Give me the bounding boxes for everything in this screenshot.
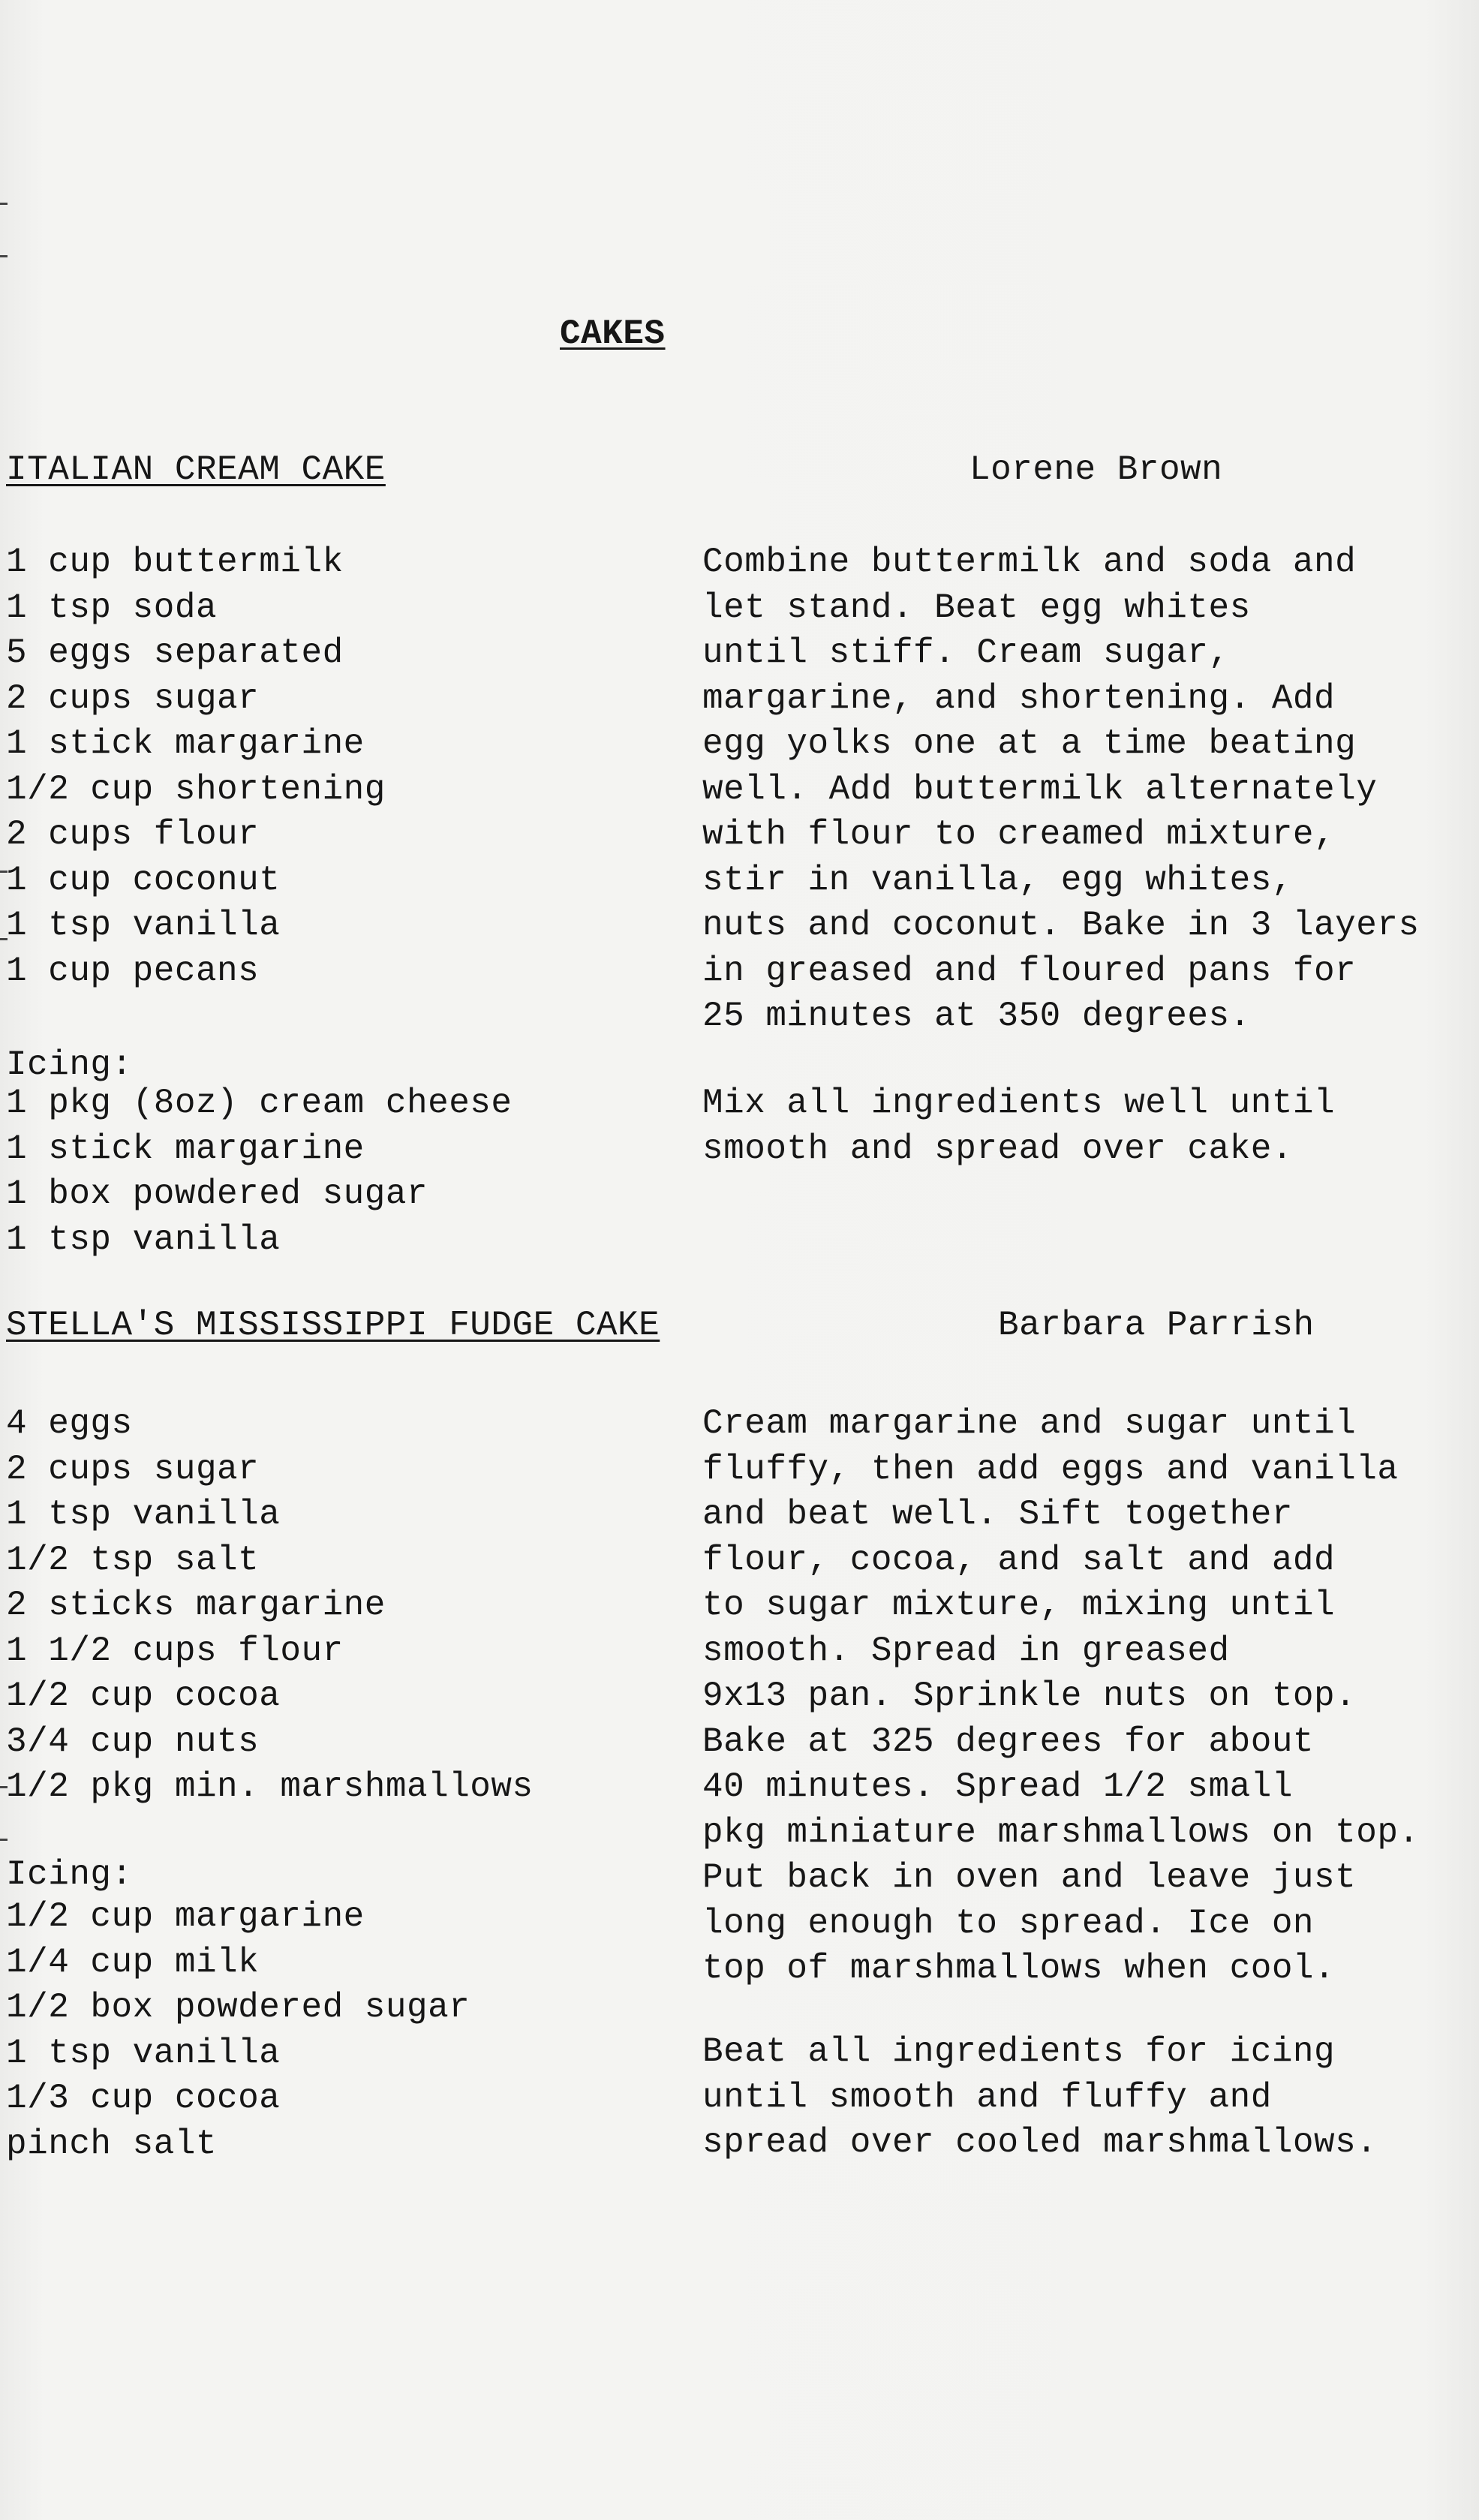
recipe-title: ITALIAN CREAM CAKE <box>6 450 386 489</box>
icing-ingredient-item: pinch salt <box>6 2124 218 2164</box>
ingredient-item: 1 cup pecans <box>6 951 260 991</box>
instruction-line: smooth. Spread in greased <box>702 1631 1230 1670</box>
instruction-line: to sugar mixture, mixing until <box>702 1586 1336 1625</box>
icing-ingredient-item: 1/3 cup cocoa <box>6 2079 281 2118</box>
ingredient-list <box>6 1401 534 1810</box>
instruction-line: 9x13 pan. Sprinkle nuts on top. <box>702 1676 1357 1716</box>
icing-ingredient-item: 1/2 box powdered sugar <box>6 1988 470 2027</box>
ingredient-item: 1 stick margarine <box>6 724 365 763</box>
ingredient-item: 2 cups sugar <box>6 1449 260 1489</box>
ingredient-item: 1/2 cup cocoa <box>6 1676 281 1716</box>
ingredient-item: 1/2 tsp salt <box>6 1540 260 1580</box>
ingredient-item: 1 tsp vanilla <box>6 1495 281 1534</box>
binding-mark <box>0 203 8 205</box>
icing-ingredient-item: 1/2 cup margarine <box>6 1897 365 1936</box>
ingredient-item: 1 cup buttermilk <box>6 543 344 582</box>
instruction-line: top of marshmallows when cool. <box>702 1949 1336 1988</box>
ingredient-item: 4 eggs <box>6 1404 133 1443</box>
binding-mark <box>0 255 8 257</box>
ingredient-item: 2 cups flour <box>6 815 260 854</box>
recipe-author: Barbara Parrish <box>998 1306 1315 1345</box>
instruction-line: Put back in oven and leave just <box>702 1858 1357 1897</box>
instruction-line: 25 minutes at 350 degrees. <box>702 997 1251 1036</box>
icing-ingredient-list <box>6 1894 470 2167</box>
instruction-line: pkg miniature marshmallows on top. <box>702 1812 1420 1852</box>
instruction-line: Cream margarine and sugar until <box>702 1404 1357 1443</box>
instruction-line: stir in vanilla, egg whites, <box>702 860 1293 900</box>
ingredient-item: 1/2 cup shortening <box>6 769 386 809</box>
instruction-line: fluffy, then add eggs and vanilla <box>702 1449 1399 1489</box>
icing-instruction-line: until smooth and fluffy and <box>702 2077 1272 2117</box>
icing-ingredient-item: 1 tsp vanilla <box>6 2033 281 2073</box>
icing-instruction-line: Mix all ingredients well until <box>702 1084 1336 1123</box>
instruction-line: Combine buttermilk and soda and <box>702 543 1357 582</box>
instruction-line: margarine, and shortening. Add <box>702 678 1336 718</box>
icing-instruction-paragraph <box>702 1081 1335 1171</box>
icing-instruction-line: smooth and spread over cake. <box>702 1129 1293 1168</box>
icing-ingredient-list <box>6 1081 513 1262</box>
ingredient-item: 2 cups sugar <box>6 678 260 718</box>
instruction-line: until stiff. Cream sugar, <box>702 633 1230 672</box>
ingredient-item: 1/2 pkg min. marshmallows <box>6 1767 534 1806</box>
instruction-line: egg yolks one at a time beating <box>702 724 1357 763</box>
ingredient-list <box>6 540 386 994</box>
instruction-line: 40 minutes. Spread 1/2 small <box>702 1767 1293 1806</box>
ingredient-item: 5 eggs separated <box>6 633 344 672</box>
instruction-line: flour, cocoa, and salt and add <box>702 1540 1336 1580</box>
instruction-line: well. Add buttermilk alternately <box>702 769 1378 809</box>
icing-ingredient-item: 1 box powdered sugar <box>6 1174 428 1213</box>
instruction-paragraph <box>702 1401 1420 1992</box>
recipe-title: STELLA'S MISSISSIPPI FUDGE CAKE <box>6 1306 660 1345</box>
instruction-line: let stand. Beat egg whites <box>702 588 1251 627</box>
icing-label: Icing: <box>6 1045 133 1084</box>
instruction-line: in greased and floured pans for <box>702 951 1357 991</box>
icing-instruction-line: spread over cooled marshmallows. <box>702 2123 1378 2162</box>
ingredient-item: 3/4 cup nuts <box>6 1722 260 1761</box>
icing-ingredient-item: 1 pkg (8oz) cream cheese <box>6 1084 513 1123</box>
ingredient-item: 2 sticks margarine <box>6 1586 386 1625</box>
icing-instruction-line: Beat all ingredients for icing <box>702 2032 1336 2071</box>
icing-ingredient-item: 1/4 cup milk <box>6 1942 260 1982</box>
binding-mark <box>0 1839 8 1841</box>
ingredient-item: 1 tsp vanilla <box>6 906 281 945</box>
instruction-line: Bake at 325 degrees for about <box>702 1722 1315 1761</box>
icing-ingredient-item: 1 stick margarine <box>6 1129 365 1168</box>
instruction-line: with flour to creamed mixture, <box>702 815 1336 854</box>
ingredient-item: 1 cup coconut <box>6 860 281 900</box>
ingredient-item: 1 1/2 cups flour <box>6 1631 344 1670</box>
icing-instruction-paragraph <box>702 2029 1377 2166</box>
instruction-line: and beat well. Sift together <box>702 1495 1293 1534</box>
page-title: CAKES <box>560 314 666 353</box>
ingredient-item: 1 tsp soda <box>6 588 218 627</box>
icing-label: Icing: <box>6 1855 133 1894</box>
instruction-line: nuts and coconut. Bake in 3 layers <box>702 906 1420 945</box>
instruction-paragraph <box>702 540 1420 1039</box>
instruction-line: long enough to spread. Ice on <box>702 1903 1315 1943</box>
icing-ingredient-item: 1 tsp vanilla <box>6 1219 281 1259</box>
recipe-author: Lorene Brown <box>969 450 1223 489</box>
